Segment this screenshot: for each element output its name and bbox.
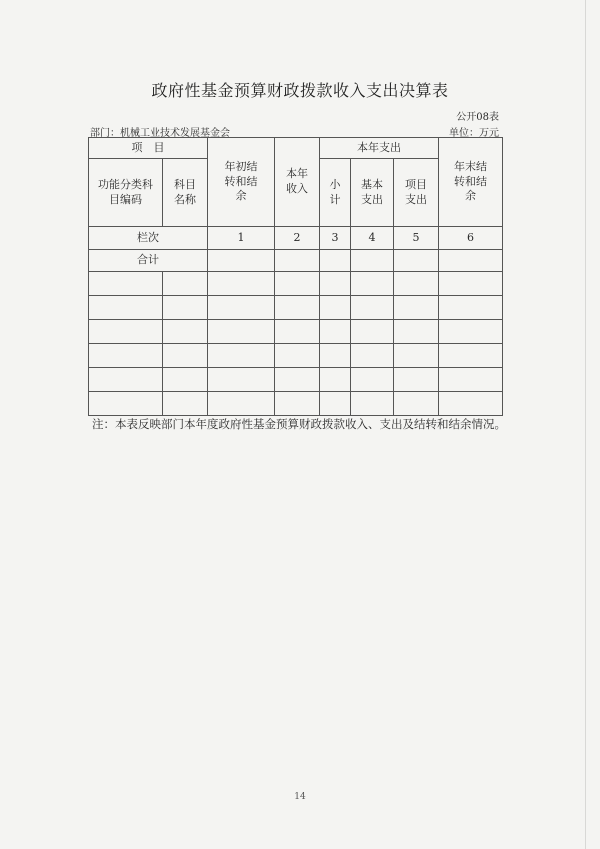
- table-cell: [351, 320, 394, 344]
- table-cell: [163, 272, 208, 296]
- table-cell: [208, 344, 275, 368]
- table-note: 注：本表反映部门本年度政府性基金预算财政拨款收入、支出及结转和结余情况。: [92, 417, 506, 431]
- page-number: 14: [294, 792, 306, 802]
- department-label: 部门：机械工业技术发展基金会: [90, 128, 230, 139]
- row-index-label: 栏次: [89, 227, 208, 250]
- table-cell: [394, 392, 439, 416]
- page-title: 政府性基金预算财政拨款收入支出决算表: [151, 81, 449, 100]
- col-number-1: 1: [208, 227, 275, 250]
- table-cell: [89, 392, 163, 416]
- table-cell: [89, 368, 163, 392]
- table-cell: [208, 392, 275, 416]
- table-cell: [320, 392, 351, 416]
- table-cell: [439, 392, 503, 416]
- table-cell: [351, 296, 394, 320]
- table-cell: [320, 320, 351, 344]
- header-expense: 本年支出: [320, 138, 439, 159]
- table-cell: [208, 320, 275, 344]
- table-cell: [275, 320, 320, 344]
- table-cell: [89, 320, 163, 344]
- form-number: 公开08表: [456, 112, 499, 123]
- table-cell: [320, 344, 351, 368]
- unit-label: 单位：万元: [449, 128, 499, 139]
- table-cell: [89, 272, 163, 296]
- table-cell: [351, 344, 394, 368]
- table-cell: [275, 392, 320, 416]
- table-cell: [89, 296, 163, 320]
- table-cell: [275, 250, 320, 272]
- table-cell: [320, 272, 351, 296]
- table-row: [89, 272, 503, 296]
- table-row: [89, 368, 503, 392]
- table-cell: [320, 250, 351, 272]
- table-cell: [275, 368, 320, 392]
- table-cell: [89, 344, 163, 368]
- table-cell: [439, 250, 503, 272]
- table-cell: [275, 272, 320, 296]
- header-begin-balance: 年初结转和结余: [208, 138, 275, 227]
- table-cell: [351, 368, 394, 392]
- col-number-2: 2: [275, 227, 320, 250]
- table-cell: [394, 320, 439, 344]
- header-item: 项 目: [89, 138, 208, 159]
- table-cell: [163, 296, 208, 320]
- table-cell: [439, 272, 503, 296]
- header-subtotal: 小计: [320, 159, 351, 227]
- scan-edge: [585, 0, 586, 849]
- col-number-5: 5: [394, 227, 439, 250]
- total-label: 合计: [89, 250, 208, 272]
- header-basic: 基本支出: [351, 159, 394, 227]
- table-row: [89, 320, 503, 344]
- table-cell: [163, 368, 208, 392]
- table-cell: [394, 250, 439, 272]
- table-cell: [394, 344, 439, 368]
- header-project: 项目支出: [394, 159, 439, 227]
- header-income: 本年收入: [275, 138, 320, 227]
- table-cell: [351, 392, 394, 416]
- table-cell: [351, 250, 394, 272]
- table-cell: [208, 272, 275, 296]
- table-cell: [394, 368, 439, 392]
- table-cell: [208, 296, 275, 320]
- table-cell: [320, 368, 351, 392]
- table-cell: [275, 344, 320, 368]
- table-row: [89, 344, 503, 368]
- total-row: [89, 250, 503, 272]
- table-cell: [439, 368, 503, 392]
- table-cell: [439, 320, 503, 344]
- table-cell: [208, 368, 275, 392]
- table-cell: [163, 344, 208, 368]
- table-cell: [439, 296, 503, 320]
- table-cell: [208, 250, 275, 272]
- table-cell: [394, 272, 439, 296]
- header-func-code: 功能分类科目编码: [89, 159, 163, 227]
- table-cell: [320, 296, 351, 320]
- header-subject-name: 科目名称: [163, 159, 208, 227]
- table-cell: [163, 320, 208, 344]
- table-cell: [351, 272, 394, 296]
- table-cell: [163, 392, 208, 416]
- col-number-6: 6: [439, 227, 503, 250]
- col-number-3: 3: [320, 227, 351, 250]
- table-row: [89, 296, 503, 320]
- table-cell: [439, 344, 503, 368]
- header-end-balance: 年末结转和结余: [439, 138, 503, 227]
- table-cell: [275, 296, 320, 320]
- budget-table: [88, 137, 503, 416]
- table-row: [89, 392, 503, 416]
- table-cell: [394, 296, 439, 320]
- col-number-4: 4: [351, 227, 394, 250]
